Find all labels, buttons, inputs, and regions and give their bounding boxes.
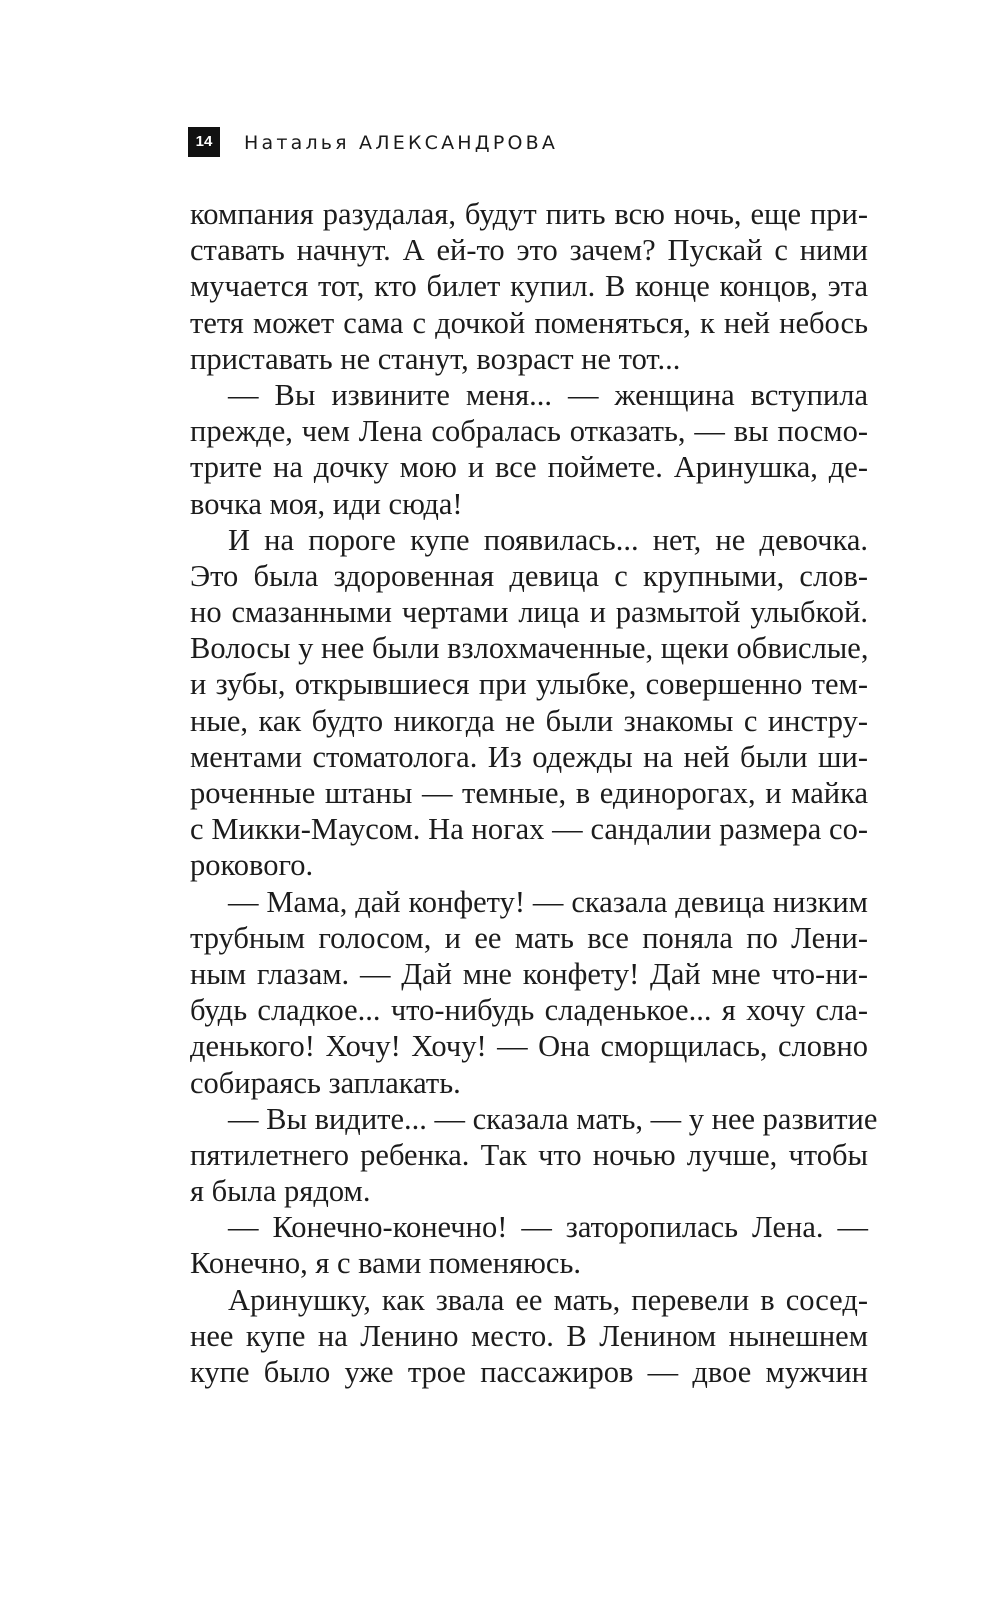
text-line: компания разудалая, будут пить всю ночь, еще при- <box>190 197 868 231</box>
text-line: — Конечно-конечно! — заторопилась Лена. — <box>228 1210 868 1245</box>
body-text <box>190 196 878 1390</box>
text-line: я была рядом. <box>190 1174 371 1209</box>
text-line: мучается тот, кто билет купил. В конце концов, эта <box>190 269 868 304</box>
text-line: рокового. <box>190 848 314 883</box>
text-line: нее купе на Ленино место. В Ленином нынешнем <box>190 1318 868 1353</box>
text-line: но смазанными чертами лица и размытой улыбкой. <box>190 595 868 630</box>
text-line: тетя может сама с дочкой поменяться, к ней небось <box>190 305 868 340</box>
text-line: денького! Хочу! Хочу! — Она сморщилась, словно <box>190 1029 868 1064</box>
text-line: И на пороге купе появилась... нет, не девочка. <box>228 522 868 557</box>
text-line: с Микки-Маусом. На ногах — сандалии размера со- <box>190 812 868 847</box>
text-line: Аринушку, как звала ее мать, перевели в сосед- <box>228 1282 868 1317</box>
text-line: Волосы у нее были взлохмаченные, щеки обвислые, <box>190 631 869 666</box>
text-line: Это была здоровенная девица с крупными, слов- <box>190 558 868 593</box>
text-line: — Мама, дай конфету! — сказала девица низким <box>228 884 868 919</box>
text-line: вочка моя, иди сюда! <box>190 486 463 521</box>
text-line: купе было уже трое пассажиров — двое мужчин <box>190 1355 868 1389</box>
text-line: ные, как будто никогда не были знакомы с инстру- <box>190 703 868 738</box>
text-line: ставать начнут. А ей-то это зачем? Пускай с ними <box>190 233 868 268</box>
text-line: трубным голосом, и ее мать все поняла по Лени- <box>190 920 868 955</box>
text-line: собираясь заплакать. <box>190 1065 461 1100</box>
text-line: и зубы, открывшиеся при улыбке, совершенно тем- <box>190 667 868 702</box>
running-head-author: Наталья АЛЕКСАНДРОВА <box>244 132 559 154</box>
page-header <box>188 128 558 158</box>
text-line: прежде, чем Лена собралась отказать, — вы посмо- <box>190 414 868 449</box>
page-number: 14 <box>188 127 220 157</box>
text-line: трите на дочку мою и все поймете. Аринушка, де- <box>190 450 868 485</box>
text-line: ментами стоматолога. Из одежды на ней были ши- <box>190 739 868 774</box>
text-line: Конечно, я с вами поменяюсь. <box>190 1246 581 1281</box>
text-line: ным глазам. — Дай мне конфету! Дай мне что-ни- <box>190 956 868 991</box>
text-line: пятилетнего ребенка. Так что ночью лучше, чтобы <box>190 1137 868 1172</box>
text-line: роченные штаны — темные, в единорогах, и майка <box>190 776 868 810</box>
text-line: приставать не станут, возраст не тот... <box>190 341 681 376</box>
text-line: — Вы видите... — сказала мать, — у нее развитие <box>228 1101 878 1136</box>
text-line: будь сладкое... что-нибудь сладенькое... я хочу сла- <box>190 993 868 1028</box>
text-line: — Вы извините меня... — женщина вступила <box>228 377 868 412</box>
